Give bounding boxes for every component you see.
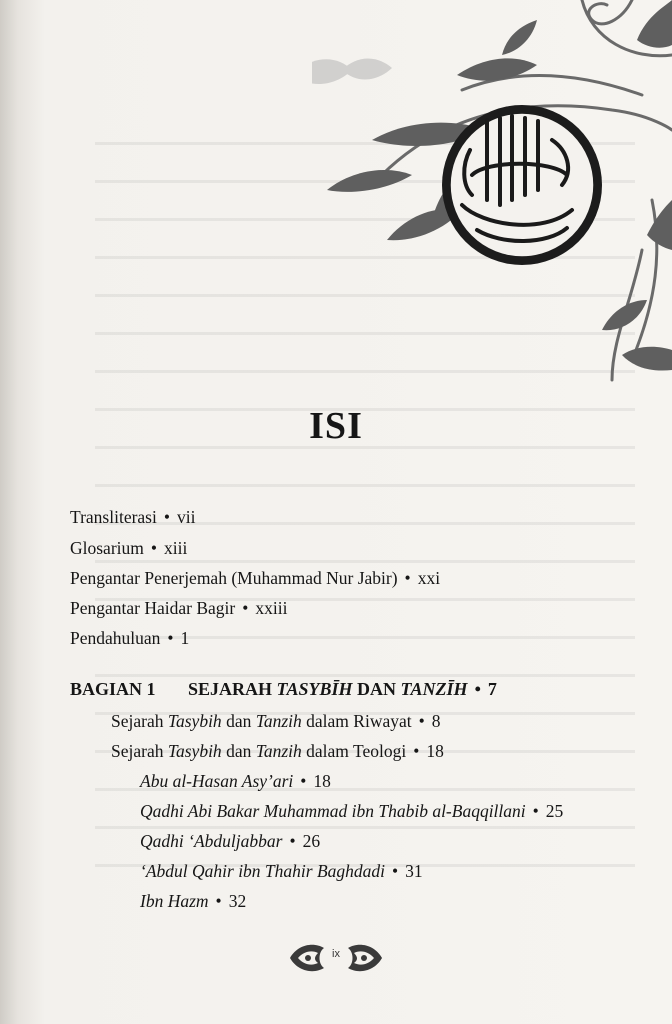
toc-entry-page: 1	[180, 628, 190, 648]
subsection-title: Qadhi ‘Abduljabbar	[140, 831, 283, 851]
part-title-a: SEJARAH	[188, 679, 277, 699]
toc-entry-title: Glosarium	[70, 538, 144, 558]
section-text: dan	[221, 711, 256, 731]
section-text: dalam Riwayat	[301, 711, 412, 731]
part-label: BAGIAN 1	[70, 679, 156, 699]
section-page: 18	[426, 741, 444, 761]
bullet-separator: •	[413, 741, 420, 761]
toc-entry-page: xxiii	[255, 598, 288, 618]
bullet-separator: •	[418, 711, 425, 731]
section-text-italic: Tanzih	[255, 741, 302, 761]
bullet-separator: •	[215, 891, 222, 911]
bullet-separator: •	[532, 801, 539, 821]
toc-entry-page: xxi	[417, 568, 441, 588]
bullet-separator: •	[392, 861, 399, 881]
toc-subsection	[140, 891, 246, 912]
bullet-separator: •	[300, 771, 307, 791]
toc-entry	[70, 507, 195, 528]
toc-subsection	[140, 771, 331, 792]
section-text-italic: Tanzih	[255, 711, 302, 731]
section-text: dan	[221, 741, 256, 761]
toc-entry-page: vii	[177, 507, 196, 527]
bullet-separator: •	[474, 679, 481, 699]
toc-entry	[70, 628, 189, 649]
bullet-separator: •	[289, 831, 296, 851]
subsection-page: 25	[545, 801, 564, 821]
subsection-page: 26	[302, 831, 321, 851]
bullet-separator: •	[150, 538, 158, 558]
subsection-title: Qadhi Abi Bakar Muhammad ibn Thabib al-Baqqillani	[140, 801, 526, 821]
section-text: Sejarah	[111, 741, 168, 761]
subsection-title: Abu al-Hasan Asy’ari	[140, 771, 294, 791]
toc-part-heading	[70, 679, 497, 700]
toc-subsection	[140, 801, 563, 822]
section-text-italic: Tasybih	[167, 711, 222, 731]
subsection-page: 31	[405, 861, 423, 881]
toc-section	[111, 741, 444, 762]
floral-bismillah-ornament-icon	[312, 0, 672, 390]
page-title: ISI	[309, 405, 363, 447]
toc-entry	[70, 598, 287, 619]
page-footer	[288, 938, 384, 978]
subsection-page: 32	[228, 891, 247, 911]
toc-entry	[70, 568, 440, 589]
bullet-separator: •	[163, 507, 170, 527]
section-text: Sejarah	[111, 711, 168, 731]
toc-subsection	[140, 831, 320, 852]
toc-entry-title: Pendahuluan	[70, 628, 161, 648]
toc-section	[111, 711, 441, 732]
subsection-page: 18	[313, 771, 331, 791]
toc-entry-title: Pengantar Haidar Bagir	[70, 598, 236, 618]
bullet-separator: •	[404, 568, 411, 588]
page-number: ix	[332, 948, 340, 960]
toc-entry-title: Pengantar Penerjemah (Muhammad Nur Jabir)	[70, 568, 398, 588]
section-text: dalam Teologi	[301, 741, 407, 761]
toc-entry	[70, 538, 187, 559]
toc-subsection	[140, 861, 423, 882]
bullet-separator: •	[167, 628, 174, 648]
subsection-title: Ibn Hazm	[140, 891, 209, 911]
section-text-italic: Tasybih	[167, 741, 222, 761]
part-title-b: TASYBĪH	[276, 679, 353, 699]
toc-entry-page: xiii	[164, 538, 188, 558]
part-title-c: DAN	[352, 679, 401, 699]
bullet-separator: •	[242, 598, 249, 618]
toc-entry-title: Transliterasi	[70, 507, 157, 527]
part-title-d: TANZĪH	[400, 679, 468, 699]
part-page: 7	[487, 679, 497, 699]
subsection-title: ‘Abdul Qahir ibn Thahir Baghdadi	[140, 861, 386, 881]
section-page: 8	[431, 711, 441, 731]
